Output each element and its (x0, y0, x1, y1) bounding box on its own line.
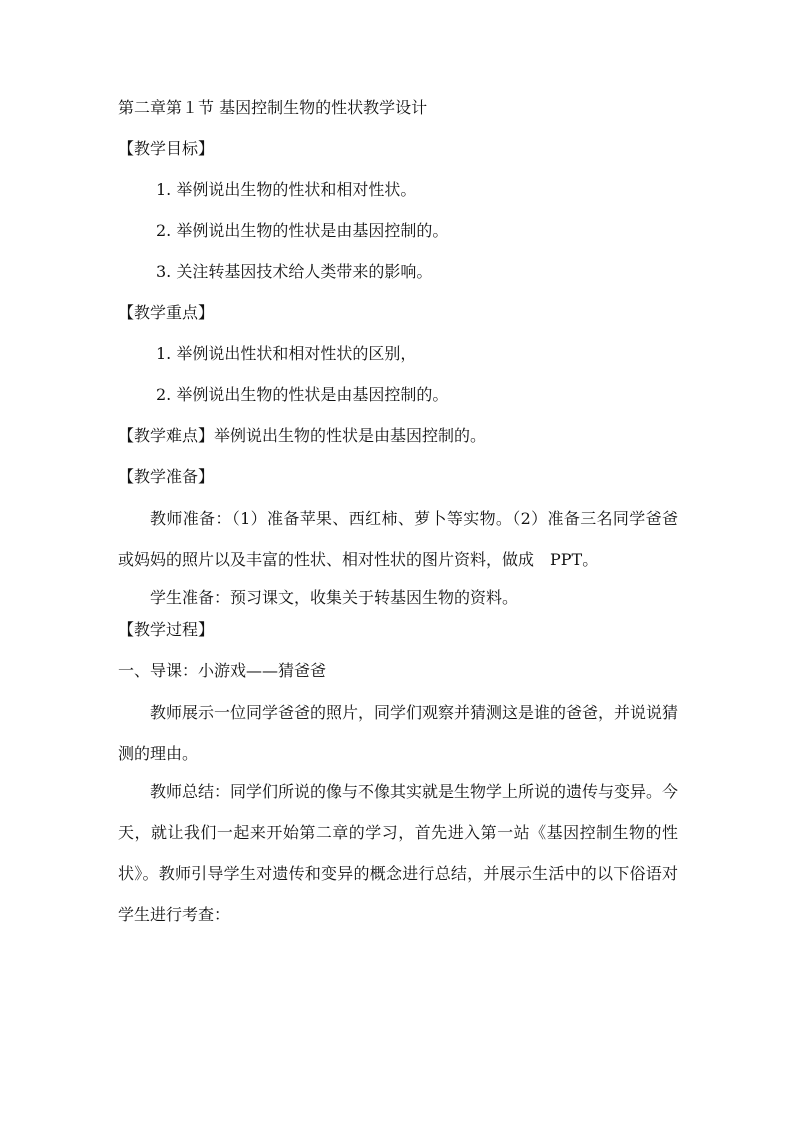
objective-item: 2. 举例说出生物的性状是由基因控制的。 (156, 221, 449, 240)
process-paragraph: 教师总结：同学们所说的像与不像其实就是生物学上所说的遗传与变异。今天，就让我们一起来开始第二章的学习，首先进入第一站《基因控制生物的性状》。教师引导学生对遗传和变异的概念进行总结，并展示生活中的以下俗语对学生进行考查： (118, 782, 679, 924)
difficulty-text: 举例说出生物的性状是由基因控制的。 (214, 426, 487, 445)
objective-item: 1. 举例说出生物的性状和相对性状。 (156, 180, 417, 199)
document-title: 第二章第１节 基因控制生物的性状教学设计 (118, 98, 428, 117)
process-heading: 【教学过程】 (118, 620, 215, 639)
key-point-item: 2. 举例说出生物的性状是由基因控制的。 (156, 385, 449, 404)
process-paragraph: 教师展示一位同学爸爸的照片，同学们观察并猜测这是谁的爸爸，并说说猜测的理由。 (118, 703, 679, 763)
key-point-item: 1. 举例说出性状和相对性状的区别， (156, 344, 417, 363)
section-heading: 一、导课：小游戏——猜爸爸 (118, 661, 327, 680)
teacher-preparation: 教师准备：（1）准备苹果、西红柿、萝卜等实物。（2）准备三名同学爸爸或妈妈的照片以及丰富的性状、相对性状的图片资料，做成 PPT。 (118, 509, 678, 569)
key-points-heading: 【教学重点】 (118, 303, 215, 322)
difficulty-heading: 【教学难点】 (118, 426, 215, 445)
difficulty-line (118, 425, 684, 447)
student-preparation: 学生准备：预习课文，收集关于转基因生物的资料。 (150, 588, 519, 607)
preparation-heading: 【教学准备】 (118, 467, 215, 486)
objectives-heading: 【教学目标】 (118, 139, 215, 158)
objective-item: 3. 关注转基因技术给人类带来的影响。 (156, 262, 433, 281)
